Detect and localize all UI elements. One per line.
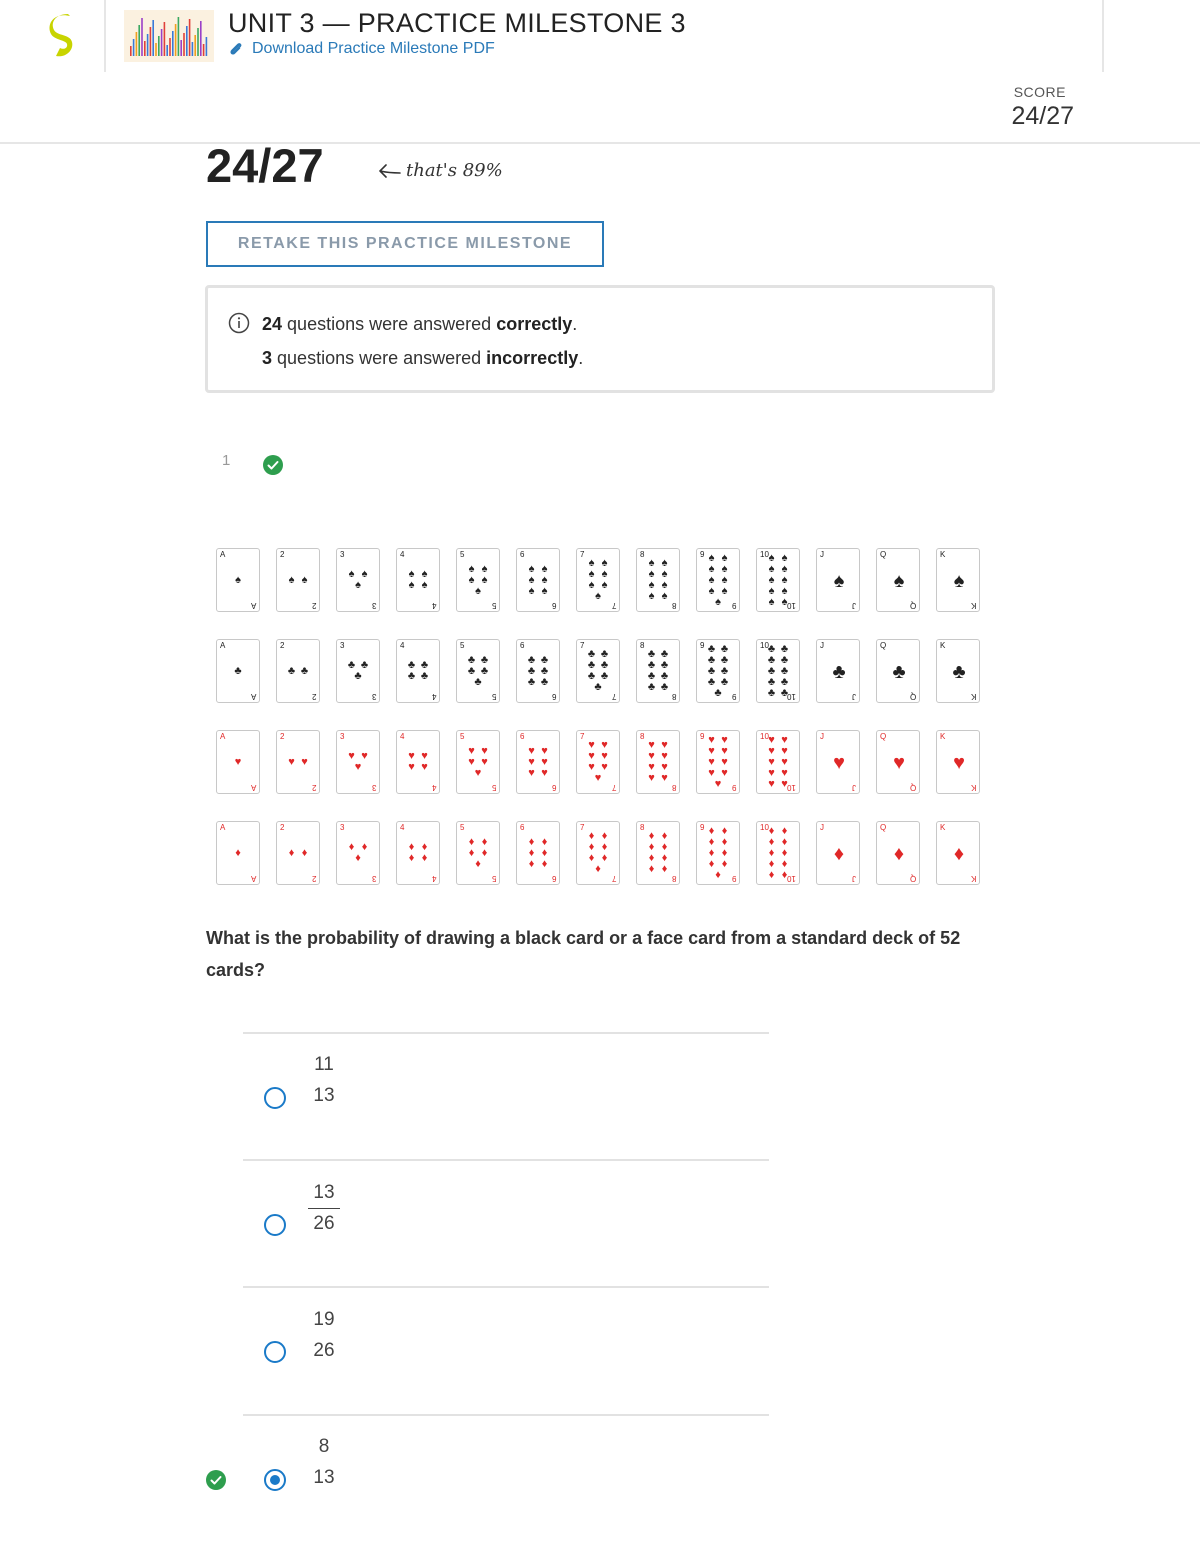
card-rank: 5 [460,550,465,559]
card-rank: 7 [611,601,616,610]
card-rank: 8 [671,692,676,701]
card-rank: K [940,641,946,650]
card-pips: ♦ ♦ ♦ ♦ ♦ ♦ ♦ ♦ [648,830,668,875]
results-summary [205,285,995,393]
card-rank: K [940,732,946,741]
playing-card [636,730,680,794]
card-pips: ♦ ♦ ♦ ♦ ♦ [468,835,488,870]
card-rank: 4 [400,823,405,832]
card-rank: 3 [340,823,345,832]
card-rank: 6 [551,783,556,792]
card-rank: A [250,692,256,701]
card-rank: J [852,874,856,883]
question-number: 1 [222,452,231,469]
playing-card [516,639,560,703]
card-rank: 10 [787,692,796,701]
playing-card [516,548,560,612]
card-rank: J [820,550,824,559]
card-rank: 5 [491,783,496,792]
card-rank: 9 [700,641,705,650]
face-card-icon: ♥ [953,751,965,774]
card-rank: J [820,823,824,832]
download-pdf-link[interactable] [228,40,495,58]
card-rank: 8 [640,823,645,832]
numerator: 11 [314,1054,334,1075]
face-card-icon: ♦ [833,842,845,865]
card-rank: 7 [580,550,585,559]
playing-card [696,730,740,794]
denominator: 26 [313,1213,335,1234]
option-divider [243,1286,769,1288]
denominator: 26 [313,1340,335,1361]
card-rank: 2 [311,783,316,792]
card-rank: 6 [520,732,525,741]
card-rank: 7 [580,732,585,741]
answer-option-1-radio[interactable] [264,1087,286,1109]
header-divider [104,0,106,72]
card-pips: ♦ ♦ ♦ ♦ ♦ ♦ ♦ ♦ ♦ [708,824,728,881]
card-rank: 3 [371,874,376,883]
card-rank: Q [880,823,887,832]
card-rank: 6 [520,823,525,832]
incorrect-word: incorrectly [486,348,579,368]
playing-card [816,821,860,885]
playing-card [216,639,260,703]
playing-card [216,821,260,885]
card-pips: ♦ ♦ ♦ ♦ ♦ ♦ ♦ [588,830,608,875]
card-rank: A [220,641,226,650]
card-rank: 4 [431,783,436,792]
playing-card [216,730,260,794]
card-pips: ♣ ♣ ♣ ♣ ♣ ♣ ♣ ♣ [647,648,669,693]
card-pips: ♠ ♠ ♠ ♠ ♠ ♠ ♠ ♠ ♠ [708,551,728,608]
playing-card [696,639,740,703]
retake-milestone-button[interactable]: RETAKE THIS PRACTICE MILESTONE [206,221,604,267]
playing-card [576,821,620,885]
card-rank: 6 [551,874,556,883]
playing-card [336,548,380,612]
card-pips: ♦ ♦ ♦ ♦ [408,841,428,864]
card-rank: 4 [431,601,436,610]
card-rank: 8 [671,783,676,792]
card-rank: 4 [400,641,405,650]
card-rank: 2 [280,641,285,650]
card-rank: 10 [760,641,769,650]
card-rank: Q [880,550,887,559]
card-rank: Q [909,874,916,883]
card-rank: Q [909,601,916,610]
card-rank: A [250,601,256,610]
header-divider [1102,0,1104,72]
card-rank: 10 [760,550,769,559]
card-pips: ♠ ♠ ♠ ♠ ♠ ♠ [528,562,548,597]
card-pips: ♠ ♠ ♠ ♠ [408,568,428,591]
denominator: 13 [313,1467,335,1488]
playing-card [936,548,980,612]
face-card-icon: ♣ [892,660,906,683]
card-rank: 2 [311,874,316,883]
card-pips: ♥ ♥ ♥ ♥ ♥ ♥ ♥ [588,739,608,784]
playing-card [696,548,740,612]
card-rank: J [852,783,856,792]
answer-option-4-fraction[interactable] [310,1436,338,1489]
playing-card [636,821,680,885]
card-pips: ♣ ♣ [287,664,309,677]
playing-card [756,639,800,703]
playing-card [816,730,860,794]
card-rank: Q [880,732,887,741]
card-rank: A [220,732,226,741]
playing-card [336,639,380,703]
card-pips: ♣ ♣ ♣ ♣ ♣ ♣ ♣ ♣ ♣ [707,642,729,699]
card-pips: ♣ ♣ ♣ ♣ ♣ [467,653,489,688]
answer-option-3-radio[interactable] [264,1341,286,1363]
playing-card [636,548,680,612]
card-pips: ♣ ♣ ♣ ♣ [407,659,429,682]
card-rank: 5 [491,874,496,883]
playing-card [396,730,440,794]
playing-card [936,821,980,885]
card-pips: ♥ ♥ ♥ ♥ [408,750,428,773]
card-rank: 10 [787,783,796,792]
playing-card [276,548,320,612]
card-pips: ♦ ♦ ♦ [348,841,368,864]
card-rank: 2 [280,732,285,741]
playing-card [396,639,440,703]
card-rank: K [970,692,976,701]
playing-card [276,730,320,794]
playing-card [756,548,800,612]
playing-card [576,639,620,703]
correct-text: questions were answered [287,314,492,334]
card-rank: A [250,783,256,792]
option-divider [243,1032,769,1034]
card-pips: ♣ ♣ ♣ ♣ ♣ ♣ ♣ [587,648,609,693]
card-rank: 8 [640,641,645,650]
card-rank: 6 [520,550,525,559]
card-pips: ♥ ♥ ♥ [348,750,368,773]
correct-summary: 24 questions were answered correctly. [262,314,578,334]
card-rank: 2 [280,823,285,832]
card-pips: ♥ ♥ [288,755,308,768]
answer-option-2-radio[interactable] [264,1214,286,1236]
card-rank: J [852,601,856,610]
incorrect-text: questions were answered [277,348,482,368]
card-rank: 3 [371,692,376,701]
correct-count: 24 [262,314,283,334]
correct-word: correctly [496,314,573,334]
card-rank: 6 [520,641,525,650]
score-percent-annotation [376,160,503,181]
face-card-icon: ♥ [893,751,905,774]
numerator: 19 [313,1309,335,1330]
answer-option-4-radio[interactable] [264,1469,286,1491]
card-rank: K [970,783,976,792]
card-pips: ♥ ♥ ♥ ♥ ♥ ♥ [528,744,548,779]
playing-card [576,730,620,794]
card-pips: ♠ ♠ ♠ ♠ ♠ [468,562,488,597]
face-card-icon: ♦ [953,842,965,865]
paperclip-icon [228,41,244,57]
card-rank: 10 [787,601,796,610]
playing-card [456,639,500,703]
playing-card [876,821,920,885]
face-card-icon: ♠ [893,569,905,592]
card-rank: 10 [760,732,769,741]
playing-card [516,730,560,794]
card-pips: ♥ ♥ ♥ ♥ ♥ ♥ ♥ ♥ ♥ [708,733,728,790]
card-rank: Q [909,783,916,792]
card-rank: 8 [671,874,676,883]
card-pips: ♣ [234,664,242,677]
card-rank: 10 [760,823,769,832]
playing-card [276,639,320,703]
card-rank: J [852,692,856,701]
card-rank: 8 [640,732,645,741]
numerator: 8 [318,1436,330,1457]
result-score: 24/27 [206,139,324,192]
card-rank: 3 [340,550,345,559]
card-rank: 2 [311,692,316,701]
card-rank: 3 [371,601,376,610]
card-rank: 10 [787,874,796,883]
card-rank: 7 [580,641,585,650]
card-pips: ♥ ♥ ♥ ♥ ♥ ♥ ♥ ♥ [648,739,668,784]
check-circle-icon [262,454,284,476]
playing-card [936,639,980,703]
card-pips: ♦ ♦ [288,846,308,859]
numerator: 13 [313,1182,335,1203]
card-rank: 3 [340,641,345,650]
card-pips: ♦ [235,846,241,859]
playing-card [516,821,560,885]
answer-option-2-fraction[interactable] [310,1182,338,1235]
card-rank: K [940,550,946,559]
card-pips: ♠ ♠ ♠ ♠ ♠ ♠ ♠ ♠ ♠ ♠ [768,551,788,608]
card-pips: ♥ ♥ ♥ ♥ ♥ ♥ ♥ ♥ ♥ ♥ [768,733,788,790]
card-rank: 4 [431,692,436,701]
card-pips: ♣ ♣ ♣ [347,659,369,682]
card-rank: 7 [611,874,616,883]
card-pips: ♠ ♠ ♠ ♠ ♠ ♠ ♠ [588,557,608,602]
card-rank: 5 [460,732,465,741]
card-rank: A [250,874,256,883]
card-pips: ♠ ♠ ♠ ♠ ♠ ♠ ♠ ♠ [648,557,668,602]
card-pips: ♠ ♠ [288,573,308,586]
card-rank: A [220,823,226,832]
playing-card [876,639,920,703]
playing-card [336,730,380,794]
card-rank: 3 [371,783,376,792]
card-pips: ♦ ♦ ♦ ♦ ♦ ♦ [528,835,548,870]
question-text: What is the probability of drawing a black card or a face card from a standard deck of 52 cards? [206,928,961,980]
card-rank: K [970,874,976,883]
card-pips: ♣ ♣ ♣ ♣ ♣ ♣ ♣ ♣ ♣ ♣ [767,642,789,699]
sophia-logo-icon[interactable] [46,12,82,60]
face-card-icon: ♠ [833,569,845,592]
playing-card [636,639,680,703]
playing-card [696,821,740,885]
card-rank: 8 [671,601,676,610]
info-icon [228,312,250,334]
arrow-left-icon [376,161,402,181]
card-rank: 6 [551,601,556,610]
playing-card [216,548,260,612]
correct-answer-check-icon [205,1469,227,1491]
card-rank: 9 [700,550,705,559]
denominator: 13 [313,1085,335,1106]
playing-card [396,548,440,612]
card-pips: ♦ ♦ ♦ ♦ ♦ ♦ ♦ ♦ ♦ ♦ [768,824,788,881]
card-rank: 5 [491,692,496,701]
card-rank: 9 [731,692,736,701]
playing-card [576,548,620,612]
card-rank: 7 [580,823,585,832]
score-label: SCORE [1013,84,1066,100]
playing-card [456,730,500,794]
playing-card [936,730,980,794]
answer-option-3-fraction[interactable] [310,1309,338,1362]
card-rank: K [940,823,946,832]
card-pips: ♥ ♥ ♥ ♥ ♥ [468,744,488,779]
playing-card [876,730,920,794]
app-header [0,0,1200,144]
card-pips: ♣ ♣ ♣ ♣ ♣ ♣ [527,653,549,688]
card-rank: 5 [460,641,465,650]
milestone-thumbnail [124,10,214,62]
card-rank: 9 [731,874,736,883]
card-rank: 7 [611,692,616,701]
card-rank: 3 [340,732,345,741]
face-card-icon: ♣ [952,660,966,683]
answer-option-1-fraction[interactable] [310,1054,338,1107]
card-rank: 6 [551,692,556,701]
playing-card [336,821,380,885]
playing-card [756,730,800,794]
card-rank: Q [880,641,887,650]
card-pips: ♥ [234,755,242,768]
card-rank: J [820,641,824,650]
playing-card [816,548,860,612]
incorrect-count: 3 [262,348,273,368]
playing-card [276,821,320,885]
score-value: 24/27 [1011,102,1074,130]
face-card-icon: ♥ [833,751,845,774]
option-divider [243,1414,769,1416]
card-rank: 9 [731,783,736,792]
download-pdf-label[interactable]: Download Practice Milestone PDF [252,40,495,57]
option-divider [243,1159,769,1161]
face-card-icon: ♣ [832,660,846,683]
playing-card [816,639,860,703]
page-title: UNIT 3 — PRACTICE MILESTONE 3 [228,8,686,38]
playing-card [456,821,500,885]
face-card-icon: ♠ [953,569,965,592]
incorrect-summary: 3 questions were answered incorrectly. [262,348,584,368]
playing-card [876,548,920,612]
card-rank: 4 [400,732,405,741]
face-card-icon: ♦ [893,842,905,865]
card-rank: 9 [731,601,736,610]
card-pips: ♠ [235,573,241,586]
card-rank: 8 [640,550,645,559]
card-rank: 5 [460,823,465,832]
card-pips: ♠ ♠ ♠ [348,568,368,591]
score-percent-text: that's 89% [406,160,503,181]
card-rank: 5 [491,601,496,610]
playing-card [756,821,800,885]
card-rank: 9 [700,732,705,741]
card-rank: K [970,601,976,610]
card-rank: 7 [611,783,616,792]
card-rank: 4 [400,550,405,559]
card-rank: 9 [700,823,705,832]
card-rank: 4 [431,874,436,883]
card-rank: 2 [280,550,285,559]
playing-card [456,548,500,612]
card-rank: A [220,550,226,559]
card-rank: Q [909,692,916,701]
card-rank: 2 [311,601,316,610]
playing-card [396,821,440,885]
card-rank: J [820,732,824,741]
